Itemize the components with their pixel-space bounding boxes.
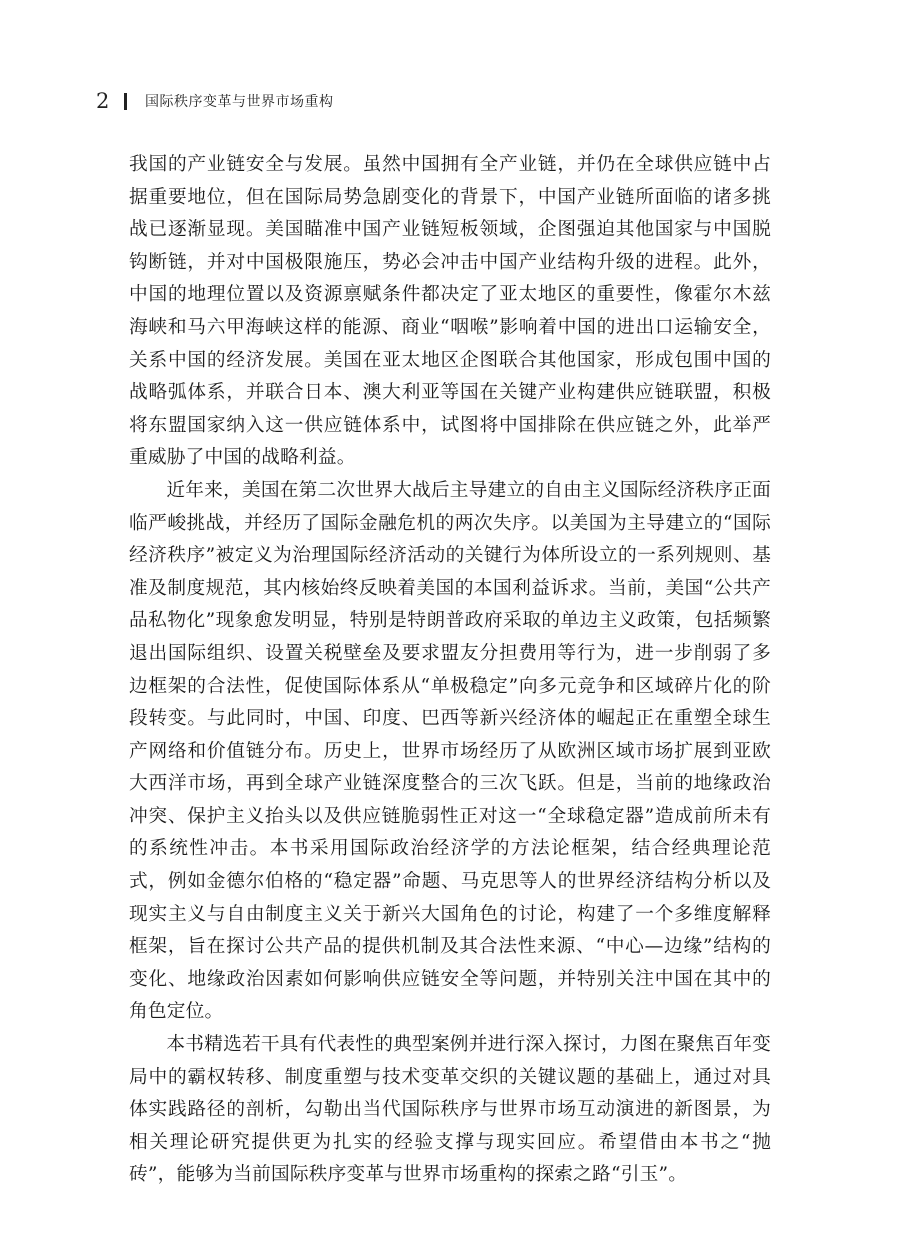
paragraph: 近年来，美国在第二次世界大战后主导建立的自由主义国际经济秩序正面临严峻挑战，并经历了国际金融危机的两次失序。以美国为主导建立的“国际经济秩序”被定义为治理国际经济活动的关键行为体所设立的一系列规则、基准及制度规范，其内核始终反映着美国的本国利益诉求。当前，美国“公共产品私物化”现象愈发明显，特别是特朗普政府采取的单边主义政策，包括频繁退出国际组织、设置关税壁垒及要求盟友分担费用等行为，进一步削弱了多边框架的合法性，促使国际体系从“单极稳定”向多元竞争和区域碎片化的阶段转变。与此同时，中国、印度、巴西等新兴经济体的崛起正在重塑全球生产网络和价值链分布。历史上，世界市场经历了从欧洲区域市场扩展到亚欧大西洋市场，再到全球产业链深度整合的三次飞跃。但是，当前的地缘政治冲突、保护主义抬头以及供应链脆弱性正对这一“全球稳定器”造成前所未有的系统性冲击。本书采用国际政治经济学的方法论框架，结合经典理论范式，例如金德尔伯格的“稳定器”命题、马克思等人的世界经济结构分析以及现实主义与自由制度主义关于新兴大国角色的讨论，构建了一个多维度解释框架，旨在探讨公共产品的提供机制及其合法性来源、“中心—边缘”结构的变化、地缘政治因素如何影响供应链安全等问题，并特别关注中国在其中的角色定位。 — [129, 479, 771, 1023]
header-divider-bar — [124, 93, 127, 110]
paragraph-continued: 我国的产业链安全与发展。虽然中国拥有全产业链，并仍在全球供应链中占据重要地位，但在国际局势急剧变化的背景下，中国产业链所面临的诸多挑战已逐渐显现。美国瞄准中国产业链短板领域，企图强迫其他国家与中国脱钩断链，并对中国极限施压，势必会冲击中国产业结构升级的进程。此外，中国的地理位置以及资源禀赋条件都决定了亚太地区的重要性，像霍尔木兹海峡和马六甲海峡这样的能源、商业“咽喉”影响着中国的进出口运输安全，关系中国的经济发展。美国在亚太地区企图联合其他国家，形成包围中国的战略弧体系，并联合日本、澳大利亚等国在关键产业构建供应链联盟，积极将东盟国家纳入这一供应链体系中，试图将中国排除在供应链之外，此举严重威胁了中国的战略利益。 — [129, 154, 771, 469]
paragraph: 本书精选若干具有代表性的典型案例并进行深入探讨，力图在聚焦百年变局中的霸权转移、制度重塑与技术变革交织的关键议题的基础上，通过对具体实践路径的剖析，勾勒出当代国际秩序与世界市场互动演进的新图景，为相关理论研究提供更为扎实的经验支撑与现实回应。希望借由本书之“抛砖”，能够为当前国际秩序变革与世界市场重构的探索之路“引玉”。 — [129, 1034, 771, 1186]
running-header-title: 国际秩序变革与世界市场重构 — [145, 94, 334, 110]
body-text — [129, 149, 771, 1192]
running-header — [96, 86, 334, 116]
page-number: 2 — [96, 89, 110, 113]
